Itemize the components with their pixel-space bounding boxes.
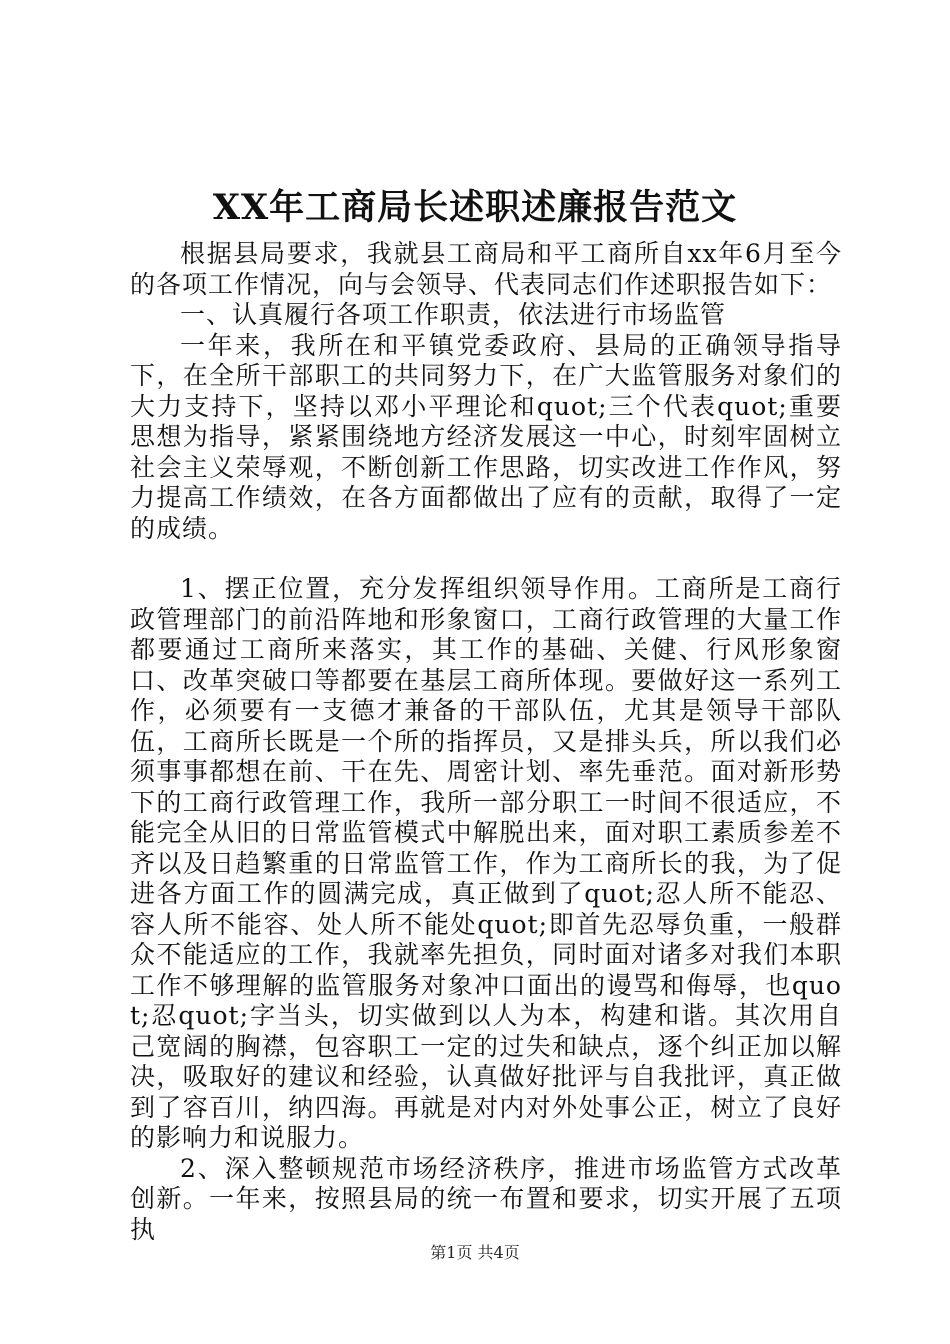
page-footer: 第1页 共4页 bbox=[430, 1243, 520, 1262]
summary-paragraph: 一年来，我所在和平镇党委政府、县局的正确领导指导下，在全所干部职工的共同努力下，在广大监管服务对象们的大力支持下，坚持以邓小平理论和quot;三个代表quot;重要思想为指导，紧紧围绕地方经济发展这一中心，时刻牢固树立社会主义荣辱观，不断创新工作思路，切实改进工作作风，努力提高工作绩效，在各方面都做出了应有的贡献，取得了一定的成绩。 bbox=[130, 330, 842, 543]
item-1-paragraph: 1、摆正位置，充分发挥组织领导作用。工商所是工商行政管理部门的前沿阵地和形象窗口，工商行政管理的大量工作都要通过工商所来落实，其工作的基础、关健、行风形象窗口、改革突破口等都要在基层工商所体现。要做好这一系列工作，必须要有一支德才兼备的干部队伍，尤其是领导干部队伍，工商所长既是一个所的指挥员，又是排头兵，所以我们必须事事都想在前、干在先、周密计划、率先垂范。面对新形势下的工商行政管理工作，我所一部分职工一时间不很适应，不能完全从旧的日常监管模式中解脱出来，面对职工素质参差不齐以及日趋繁重的日常监管工作，作为工商所长的我，为了促进各方面工作的圆满完成，真正做到了quot;忍人所不能忍、容人所不能容、处人所不能处quot;即首先忍辱负重，一般群众不能适应的工作，我就率先担负，同时面对诸多对我们本职工作不够理解的监管服务对象冲口面出的谩骂和侮辱，也quot;忍quot;字当头，切实做到以人为本，构建和谐。其次用自己宽阔的胸襟，包容职工一定的过失和缺点，逐个纠正加以解决，吸取好的建议和经验，认真做好批评与自我批评，真正做到了容百川，纳四海。再就是对内对外处事公正，树立了良好的影响力和说服力。 bbox=[130, 574, 842, 1152]
item-2-paragraph: 2、深入整顿规范市场经济秩序，推进市场监管方式改革创新。一年来，按照县局的统一布置和要求，切实开展了五项执 bbox=[130, 1153, 842, 1244]
section-heading-1: 一、认真履行各项工作职责，依法进行市场监管 bbox=[180, 300, 727, 329]
document-title: XX年工商局长述职述廉报告范文 bbox=[212, 187, 738, 228]
intro-paragraph: 根据县局要求，我就县工商局和平工商所自xx年6月至今的各项工作情况，向与会领导、代表同志们作述职报告如下： bbox=[130, 239, 842, 299]
document-body bbox=[130, 239, 842, 1245]
